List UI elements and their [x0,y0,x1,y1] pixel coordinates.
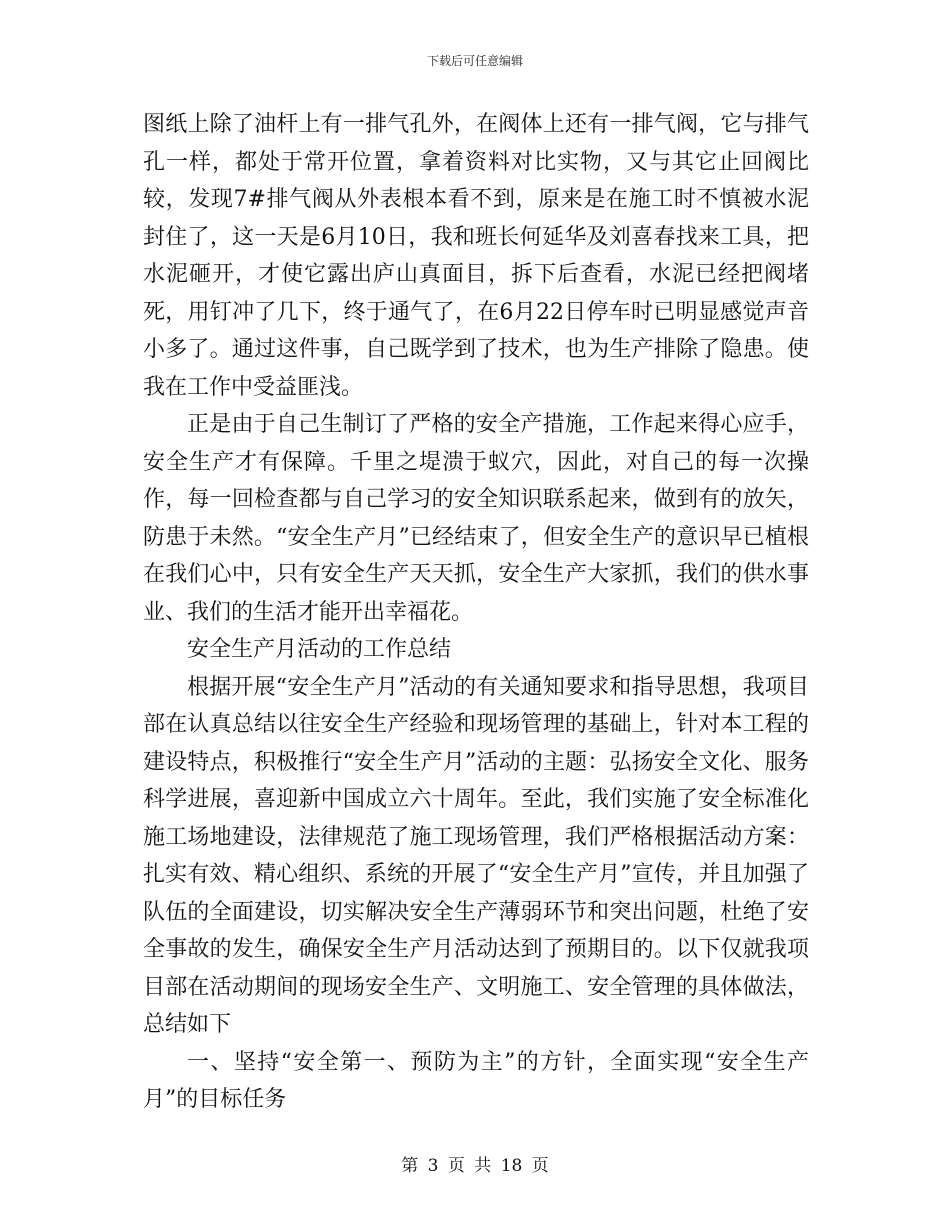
paragraph-1: 图纸上除了油杆上有一排气孔外，在阀体上还有一排气阀，它与排气孔一样，都处于常开位置，拿着资料对比实物，又与其它止回阀比较，发现7#排气阀从外表根本看不到，原来是在施工时不慎被水泥封住了，这一天是6月10日，我和班长何延华及刘喜春找来工具，把水泥砸开，才使它露出庐山真面目，拆下后查看，水泥已经把阀堵死，用钉冲了几下，终于通气了，在6月22日停车时已明显感觉声音小多了。通过这件事，自己既学到了技术，也为生产排除了隐患。使我在工作中受益匪浅。 [143,112,809,400]
document-body [143,106,809,1119]
section-heading: 安全生产月活动的工作总结 [187,637,452,662]
paragraph-2: 正是由于自己生制订了严格的安全产措施，工作起来得心应手，安全生产才有保障。千里之堤溃于蚁穴，因此，对自己的每一次操作，每一回检查都与自己学习的安全知识联系起来，做到有的放矢，防患于未然。“安全生产月”已经结束了，但安全生产的意识早已植根在我们心中，只有安全生产天天抓，安全生产大家抓，我们的供水事业、我们的生活才能开出幸福花。 [143,412,809,625]
page-header: 下载后可任意编辑 [426,54,523,68]
paragraph-4: 一、坚持“安全第一、预防为主”的方针，全面实现“安全生产月”的目标任务 [143,1049,809,1112]
paragraph-3: 根据开展“安全生产月”活动的有关通知要求和指导思想，我项目部在认真总结以往安全生产经验和现场管理的基础上，针对本工程的建设特点，积极推行“安全生产月”活动的主题：弘扬安全文化、服务科学进展，喜迎新中国成立六十周年。至此，我们实施了安全标准化施工场地建设，法律规范了施工现场管理，我们严格根据活动方案：扎实有效、精心组织、系统的开展了“安全生产月”宣传，并且加强了队伍的全面建设，切实解决安全生产薄弱环节和突出问题，杜绝了安全事故的发生，确保安全生产月活动达到了预期目的。以下仅就我项目部在活动期间的现场安全生产、文明施工、安全管理的具体做法，总结如下 [143,674,809,1037]
page-number: 第 3 页 共 18 页 [401,1156,549,1176]
